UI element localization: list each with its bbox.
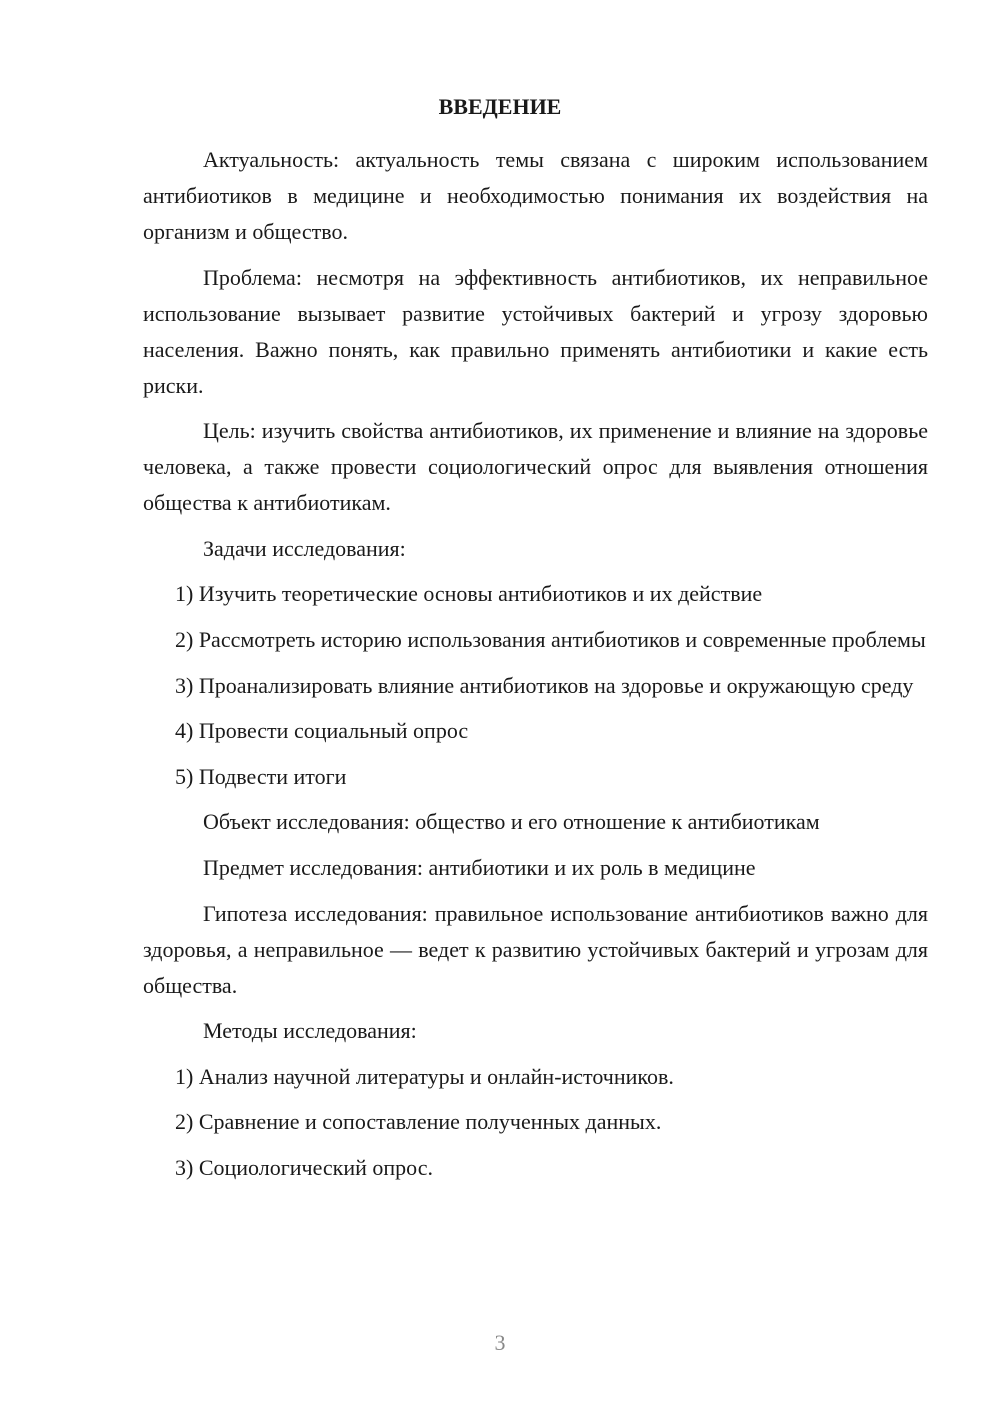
task-item-4: 4) Провести социальный опрос [175, 718, 469, 744]
document-body [143, 142, 928, 1196]
paragraph-problem: Проблема: несмотря на эффективность антибиотиков, их неправильное использование вызывает развитие устойчивых бактерий и угрозу здоровью населения. Важно понять, как правильно применять антибиотики и какие есть риски. [143, 264, 928, 398]
tasks-heading: Задачи исследования: [203, 535, 406, 561]
task-item-3: 3) Проанализировать влияние антибиотиков на здоровье и окружающую среду [175, 672, 914, 698]
task-item-5: 5) Подвести итоги [175, 763, 347, 789]
page-title: ВВЕДЕНИЕ [438, 94, 562, 119]
paragraph-subject: Предмет исследования: антибиотики и их роль в медицине [203, 854, 756, 880]
paragraph-hypothesis: Гипотеза исследования: правильное использование антибиотиков важно для здоровья, а неправильное — ведет к развитию устойчивых бактерий и угрозам для общества. [143, 900, 928, 998]
method-item-3: 3) Социологический опрос. [175, 1154, 433, 1180]
page-number: 3 [494, 1330, 506, 1355]
methods-heading: Методы исследования: [203, 1018, 417, 1044]
paragraph-goal: Цель: изучить свойства антибиотиков, их применение и влияние на здоровье человека, а также провести социологический опрос для выявления отношения общества к антибиотикам. [143, 418, 928, 516]
method-item-2: 2) Сравнение и сопоставление полученных данных. [175, 1109, 662, 1135]
task-item-1: 1) Изучить теоретические основы антибиотиков и их действие [175, 581, 763, 607]
paragraph-object: Объект исследования: общество и его отношение к антибиотикам [203, 809, 820, 835]
method-item-1: 1) Анализ научной литературы и онлайн-источников. [175, 1063, 674, 1089]
task-item-2: 2) Рассмотреть историю использования антибиотиков и современные проблемы [175, 626, 926, 652]
paragraph-relevance: Актуальность: актуальность темы связана с широким использованием антибиотиков в медицине и необходимостью понимания их воздействия на организм и общество. [143, 147, 928, 244]
